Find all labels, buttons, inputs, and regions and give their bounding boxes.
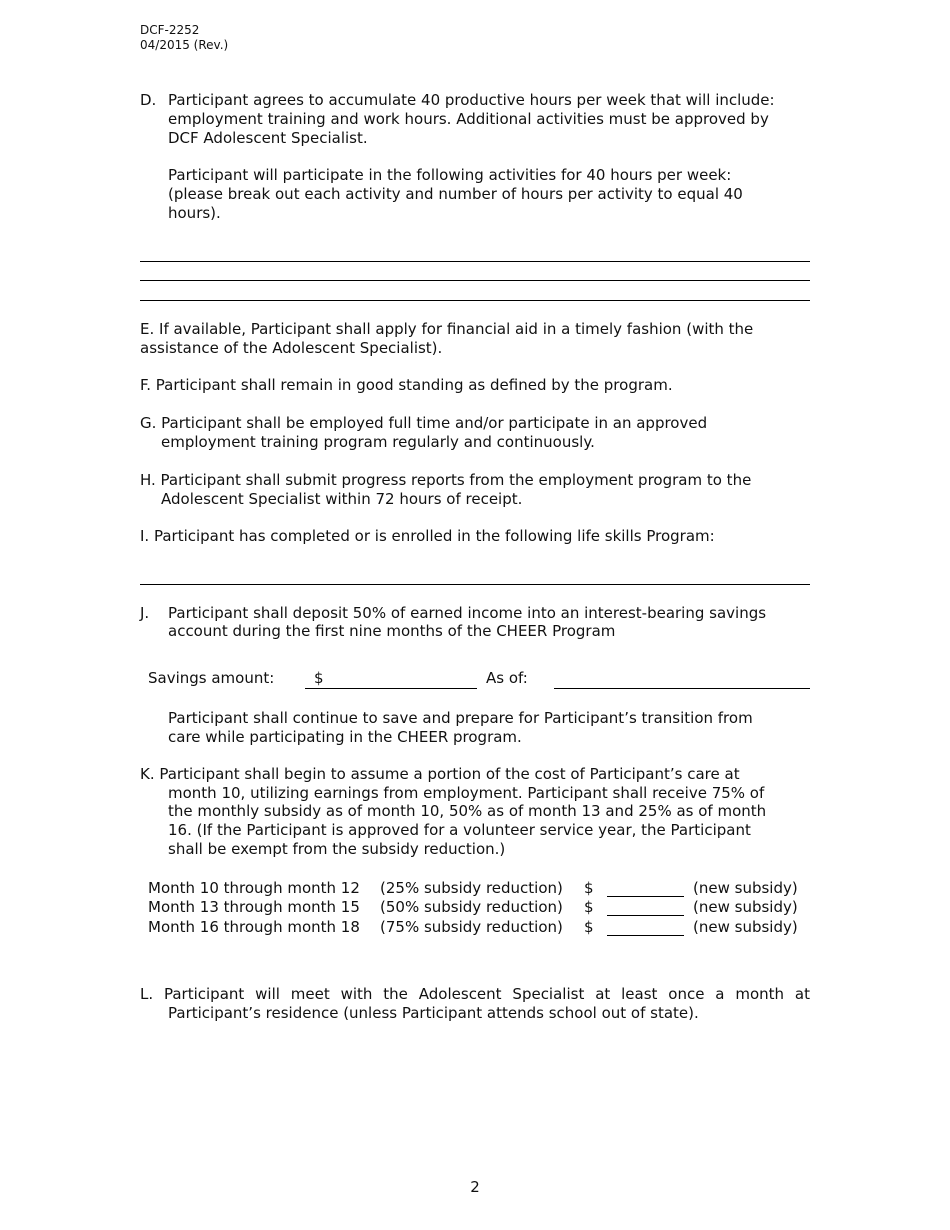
subsidy-row (148, 897, 818, 917)
subsidy-amount-field[interactable] (607, 917, 684, 936)
section-f-line1: F. Participant shall remain in good standing as defined by the program. (140, 376, 673, 394)
subsidy-reduction: (75% subsidy reduction) (380, 918, 563, 936)
section-d-sub1: Participant will participate in the following activities for 40 hours per week: (168, 166, 732, 184)
section-h-line2: Adolescent Specialist within 72 hours of receipt. (161, 490, 523, 508)
subsidy-suffix: (new subsidy) (693, 879, 798, 897)
subsidy-amount-field[interactable] (607, 897, 684, 916)
subsidy-suffix: (new subsidy) (693, 898, 798, 916)
section-e-line2: assistance of the Adolescent Specialist). (140, 339, 443, 357)
life-skills-program-field[interactable] (140, 584, 810, 585)
section-h-line1: H. Participant shall submit progress reports from the employment program to the (140, 471, 752, 489)
subsidy-reduction: (50% subsidy reduction) (380, 898, 563, 916)
subsidy-currency: $ (584, 898, 594, 916)
section-e-line1: E. If available, Participant shall apply for financial aid in a timely fashion (with the (140, 320, 754, 338)
subsidy-row (148, 878, 818, 898)
section-j-cont1: Participant shall continue to save and prepare for Participant’s transition from (168, 709, 753, 727)
subsidy-currency: $ (584, 918, 594, 936)
section-g-line1: G. Participant shall be employed full time and/or participate in an approved (140, 414, 708, 432)
form-revision: 04/2015 (Rev.) (140, 38, 229, 52)
savings-amount-label: Savings amount: (148, 669, 275, 687)
section-j-cont2: care while participating in the CHEER program. (168, 728, 522, 746)
savings-currency-symbol: $ (314, 669, 324, 687)
section-j-letter: J. (140, 604, 150, 622)
as-of-label: As of: (486, 669, 528, 687)
subsidy-amount-field[interactable] (607, 878, 684, 897)
form-id: DCF-2252 (140, 23, 200, 37)
section-k-line3: the monthly subsidy as of month 10, 50% as of month 13 and 25% as of month (168, 802, 767, 820)
section-d-letter: D. (140, 91, 157, 109)
section-l-line1: L. Participant will meet with the Adolescent Specialist at least once a month at (140, 985, 810, 1003)
section-k-line2: month 10, utilizing earnings from employment. Participant shall receive 75% of (168, 784, 765, 802)
activity-line-1[interactable] (140, 261, 810, 262)
section-d-line3: DCF Adolescent Specialist. (168, 129, 368, 147)
section-d-line1: Participant agrees to accumulate 40 productive hours per week that will include: (168, 91, 775, 109)
section-i-line1: I. Participant has completed or is enrolled in the following life skills Program: (140, 527, 715, 545)
section-k-line1: K. Participant shall begin to assume a portion of the cost of Participant’s care at (140, 765, 740, 783)
activity-line-3[interactable] (140, 300, 810, 301)
section-k-line5: shall be exempt from the subsidy reduction.) (168, 840, 506, 858)
section-l-line2: Participant’s residence (unless Participant attends school out of state). (168, 1004, 699, 1022)
as-of-date-field[interactable] (554, 670, 810, 689)
section-d-sub2: (please break out each activity and number of hours per activity to equal 40 (168, 185, 743, 203)
subsidy-currency: $ (584, 879, 594, 897)
subsidy-period: Month 13 through month 15 (148, 898, 360, 916)
subsidy-reduction: (25% subsidy reduction) (380, 879, 563, 897)
section-j-line2: account during the first nine months of the CHEER Program (168, 622, 616, 640)
section-j-line1: Participant shall deposit 50% of earned income into an interest-bearing savings (168, 604, 767, 622)
section-d-sub3: hours). (168, 204, 221, 222)
subsidy-period: Month 16 through month 18 (148, 918, 360, 936)
section-d-line2: employment training and work hours. Additional activities must be approved by (168, 110, 769, 128)
subsidy-period: Month 10 through month 12 (148, 879, 360, 897)
subsidy-suffix: (new subsidy) (693, 918, 798, 936)
savings-amount-field[interactable] (305, 670, 477, 689)
section-g-line2: employment training program regularly and continuously. (161, 433, 595, 451)
activity-line-2[interactable] (140, 280, 810, 281)
subsidy-row (148, 917, 818, 937)
page-number: 2 (470, 1178, 480, 1196)
section-k-line4: 16. (If the Participant is approved for a volunteer service year, the Participant (168, 821, 751, 839)
